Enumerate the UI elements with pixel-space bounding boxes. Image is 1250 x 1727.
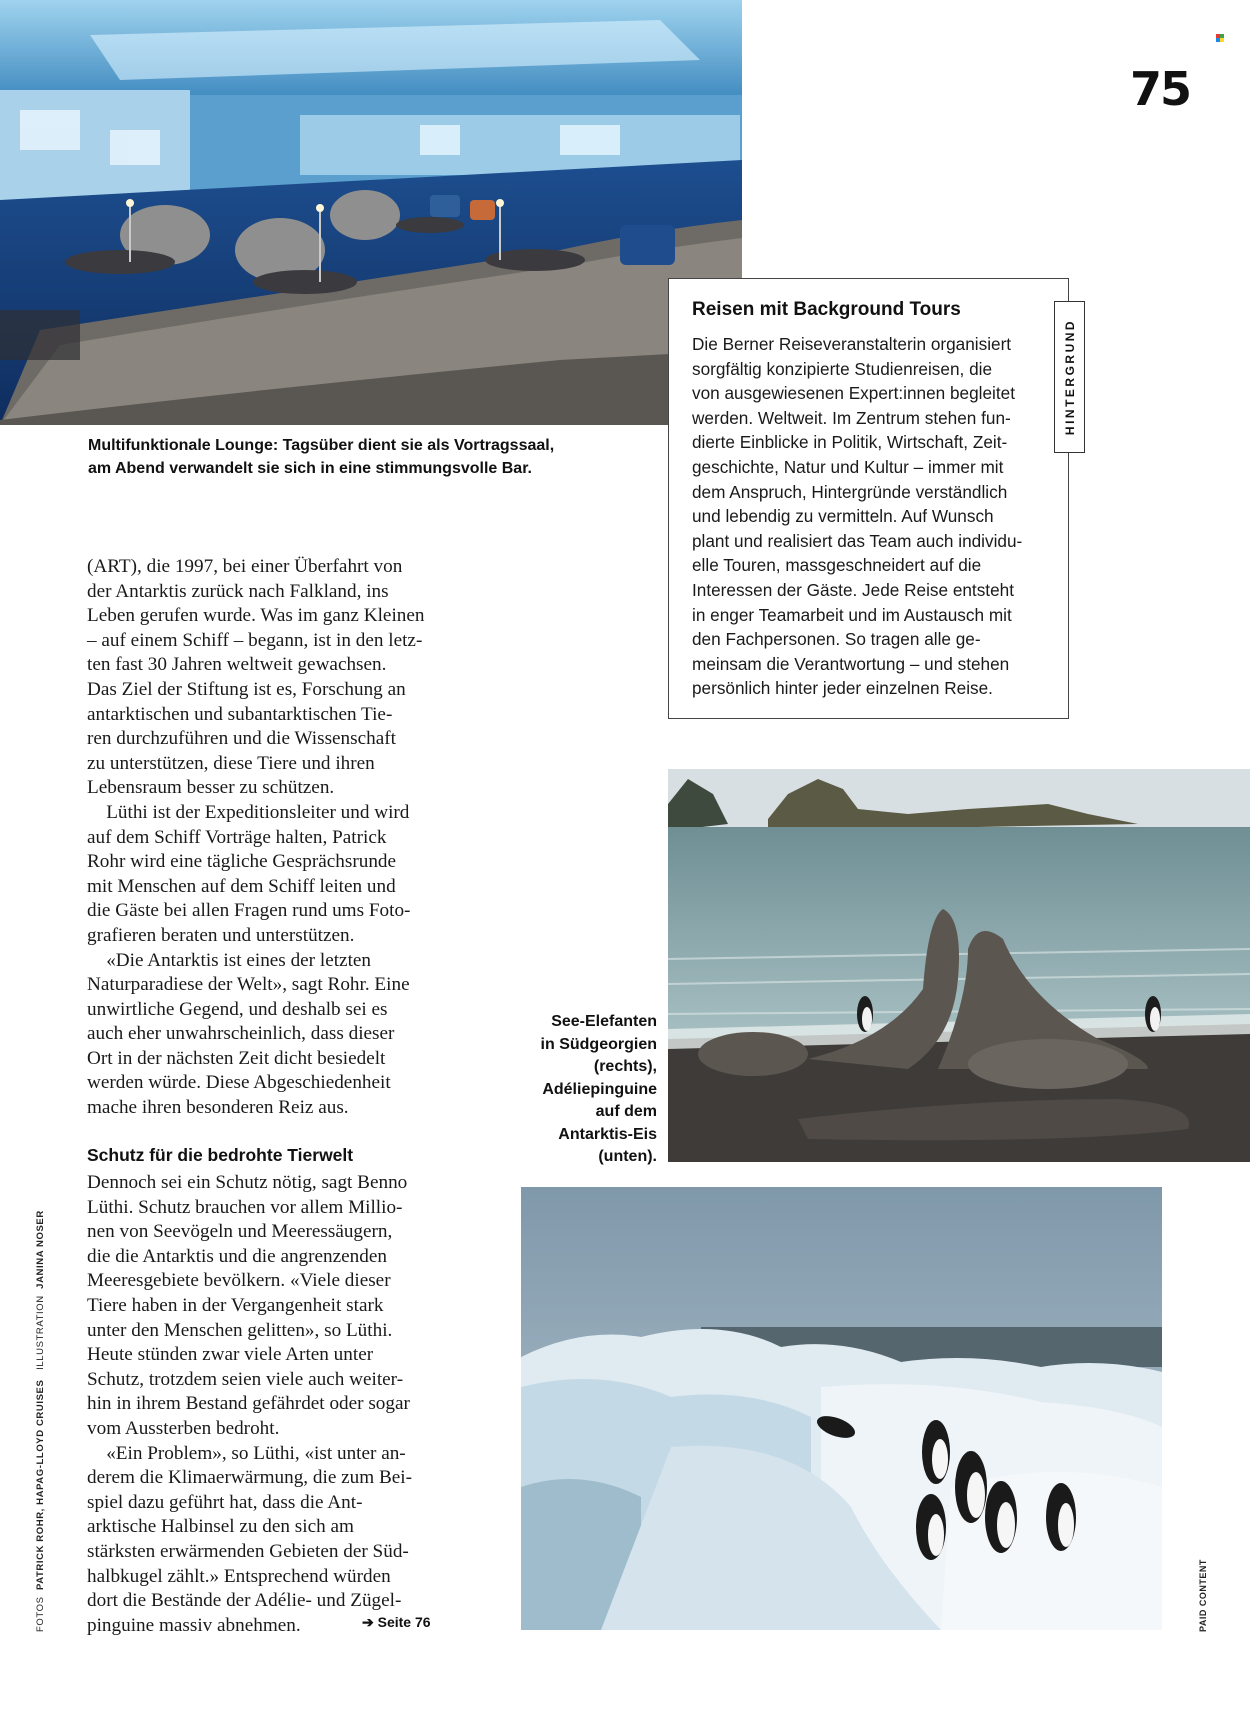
- text-line: zu unterstützen, diese Tiere und ihren: [87, 752, 375, 774]
- info-line: elle Touren, massgeschneidert auf die: [692, 555, 982, 576]
- text-line: die Gäste bei allen Fragen rund ums Foto-: [87, 900, 411, 922]
- text-line: Dennoch sei ein Schutz nötig, sagt Benno: [87, 1172, 408, 1193]
- text-line: Tiere haben in der Vergangenheit stark: [87, 1294, 384, 1316]
- text-line: Schutz, trotzdem seien viele auch weiter-: [87, 1368, 404, 1390]
- text-line: auch eher unwahrscheinlich, dass dieser: [87, 1023, 395, 1045]
- caption-line: (unten).: [598, 1148, 657, 1165]
- caption-line: (rechts),: [593, 1058, 657, 1075]
- text-line: hin in ihrem Bestand gefährdet oder sogar: [87, 1393, 410, 1415]
- text-line: mache ihren besonderen Reiz aus.: [87, 1097, 349, 1119]
- credits-fotos-names: PATRICK ROHR, HAPAG-LLOYD CRUISES: [35, 1379, 46, 1590]
- credits-illustration-label: ILLUSTRATION: [35, 1295, 46, 1370]
- text-line: Lüthi. Schutz brauchen vor allem Millio-: [87, 1196, 403, 1218]
- article-text-part2: [87, 1171, 412, 1638]
- info-line: plant und realisiert das Team auch individu-: [692, 530, 1023, 551]
- text-line: derem die Klimaerwärmung, die zum Bei-: [87, 1467, 413, 1489]
- caption-line: am Abend verwandelt sie sich in eine stimmungsvolle Bar.: [88, 460, 532, 477]
- article-subhead: Schutz für die bedrohte Tierwelt: [87, 1145, 354, 1165]
- text-line: – auf einem Schiff – begann, ist in den letz-: [87, 629, 423, 651]
- paid-content-label: PAID CONTENT: [1198, 1559, 1208, 1632]
- info-line: von ausgewiesenen Expert:innen begleitet: [692, 383, 1015, 404]
- text-line: die die Antarktis und die angrenzenden: [87, 1245, 387, 1267]
- credits-fotos-label: FOTOS: [35, 1596, 46, 1632]
- text-line: Lüthi ist der Expeditionsleiter und wird: [87, 801, 410, 823]
- info-line: werden. Weltweit. Im Zentrum stehen fun-: [692, 407, 1011, 428]
- text-line: nen von Seevögeln und Meeressäugern,: [87, 1221, 393, 1243]
- info-line: geschichte, Natur und Kultur – immer mit: [692, 456, 1004, 477]
- text-line: auf dem Schiff Vorträge halten, Patrick: [87, 826, 387, 848]
- corner-mark-icon: [1216, 34, 1224, 42]
- text-line: Lebensraum besser zu schützen.: [87, 777, 335, 799]
- hintergrund-label: HINTERGRUND: [1062, 318, 1077, 436]
- text-line: mit Menschen auf dem Schiff leiten und: [87, 875, 396, 897]
- text-line: Das Ziel der Stiftung ist es, Forschung an: [87, 678, 406, 700]
- text-line: werden würde. Diese Abgeschiedenheit: [87, 1072, 391, 1094]
- info-line: sorgfältig konzipierte Studienreisen, die: [692, 358, 993, 379]
- caption-line: Multifunktionale Lounge: Tagsüber dient sie als Vortragssaal,: [88, 437, 555, 454]
- info-line: meinsam die Verantwortung – und stehen: [692, 653, 1010, 674]
- info-line: den Fachpersonen. So tragen alle ge-: [692, 629, 981, 650]
- info-line: Interessen der Gäste. Jede Reise entsteht: [692, 579, 1014, 600]
- info-line: und lebendig zu vermitteln. Auf Wunsch: [692, 506, 994, 527]
- text-line: ten fast 30 Jahren weltweit gewachsen.: [87, 654, 387, 676]
- caption-line: See-Elefanten: [551, 1013, 657, 1030]
- continued-link[interactable]: ➔ Seite 76: [362, 1614, 431, 1630]
- text-line: Ort in der nächsten Zeit dicht besiedelt: [87, 1047, 386, 1069]
- info-line: dierte Einblicke in Politik, Wirtschaft, Zeit-: [692, 432, 1008, 453]
- lounge-photo: [0, 0, 742, 425]
- caption-line: auf dem: [595, 1103, 657, 1120]
- text-line: spiel dazu geführt hat, dass die Ant-: [87, 1491, 363, 1513]
- text-line: stärksten erwärmenden Gebieten der Süd-: [87, 1540, 409, 1562]
- text-line: grafieren beraten und unterstützen.: [87, 924, 355, 946]
- info-box: [668, 278, 1069, 719]
- lounge-caption: [88, 434, 648, 480]
- elephant-seals-photo: [668, 769, 1250, 1162]
- adelie-penguins-photo: [521, 1187, 1162, 1630]
- credits-illustration-name: JANINA NOSER: [35, 1210, 46, 1289]
- text-line: ren durchzuführen und die Wissenschaft: [87, 728, 396, 750]
- article-text-part1: [87, 555, 425, 1121]
- seals-caption: [520, 1011, 657, 1169]
- info-line: persönlich hinter jeder einzelnen Reise.: [692, 678, 993, 699]
- hintergrund-tag: [1054, 301, 1085, 453]
- text-line: pinguine massiv abnehmen.: [87, 1614, 301, 1636]
- page-number: 75: [1129, 62, 1190, 116]
- caption-line: in Südgeorgien: [540, 1035, 657, 1053]
- text-line: halbkugel zählt.» Entsprechend würden: [87, 1565, 391, 1587]
- text-line: unwirtliche Gegend, und deshalb sei es: [87, 998, 388, 1020]
- info-box-title: Reisen mit Background Tours: [692, 299, 961, 320]
- photo-credits: [35, 1210, 46, 1632]
- text-line: antarktischen und subantarktischen Tie-: [87, 703, 393, 725]
- text-line: Leben gerufen wurde. Was im ganz Kleinen: [87, 605, 425, 627]
- text-line: arktische Halbinsel zu den sich am: [87, 1516, 354, 1538]
- info-line: in enger Teamarbeit und im Austausch mit: [692, 604, 1012, 625]
- info-line: Die Berner Reiseveranstalterin organisiert: [692, 334, 1012, 354]
- caption-line: Antarktis-Eis: [558, 1125, 657, 1143]
- text-line: Rohr wird eine tägliche Gesprächsrunde: [87, 851, 397, 873]
- text-line: Naturparadiese der Welt», sagt Rohr. Eine: [87, 974, 410, 996]
- text-line: «Die Antarktis ist eines der letzten: [87, 949, 372, 971]
- text-line: Meeresgebiete bevölkern. «Viele dieser: [87, 1270, 391, 1292]
- text-line: vom Aussterben bedroht.: [87, 1417, 280, 1439]
- text-line: (ART), die 1997, bei einer Überfahrt von: [87, 556, 403, 577]
- caption-line: Adéliepinguine: [542, 1080, 657, 1098]
- info-line: dem Anspruch, Hintergründe verständlich: [692, 481, 1008, 502]
- info-box-text: [692, 332, 1022, 701]
- text-line: Heute stünden zwar viele Arten unter: [87, 1344, 374, 1366]
- text-line: dort die Bestände der Adélie- und Zügel-: [87, 1590, 402, 1612]
- text-line: unter den Menschen gelitten», so Lüthi.: [87, 1319, 393, 1341]
- text-line: «Ein Problem», so Lüthi, «ist unter an-: [87, 1442, 406, 1464]
- text-line: der Antarktis zurück nach Falkland, ins: [87, 580, 389, 602]
